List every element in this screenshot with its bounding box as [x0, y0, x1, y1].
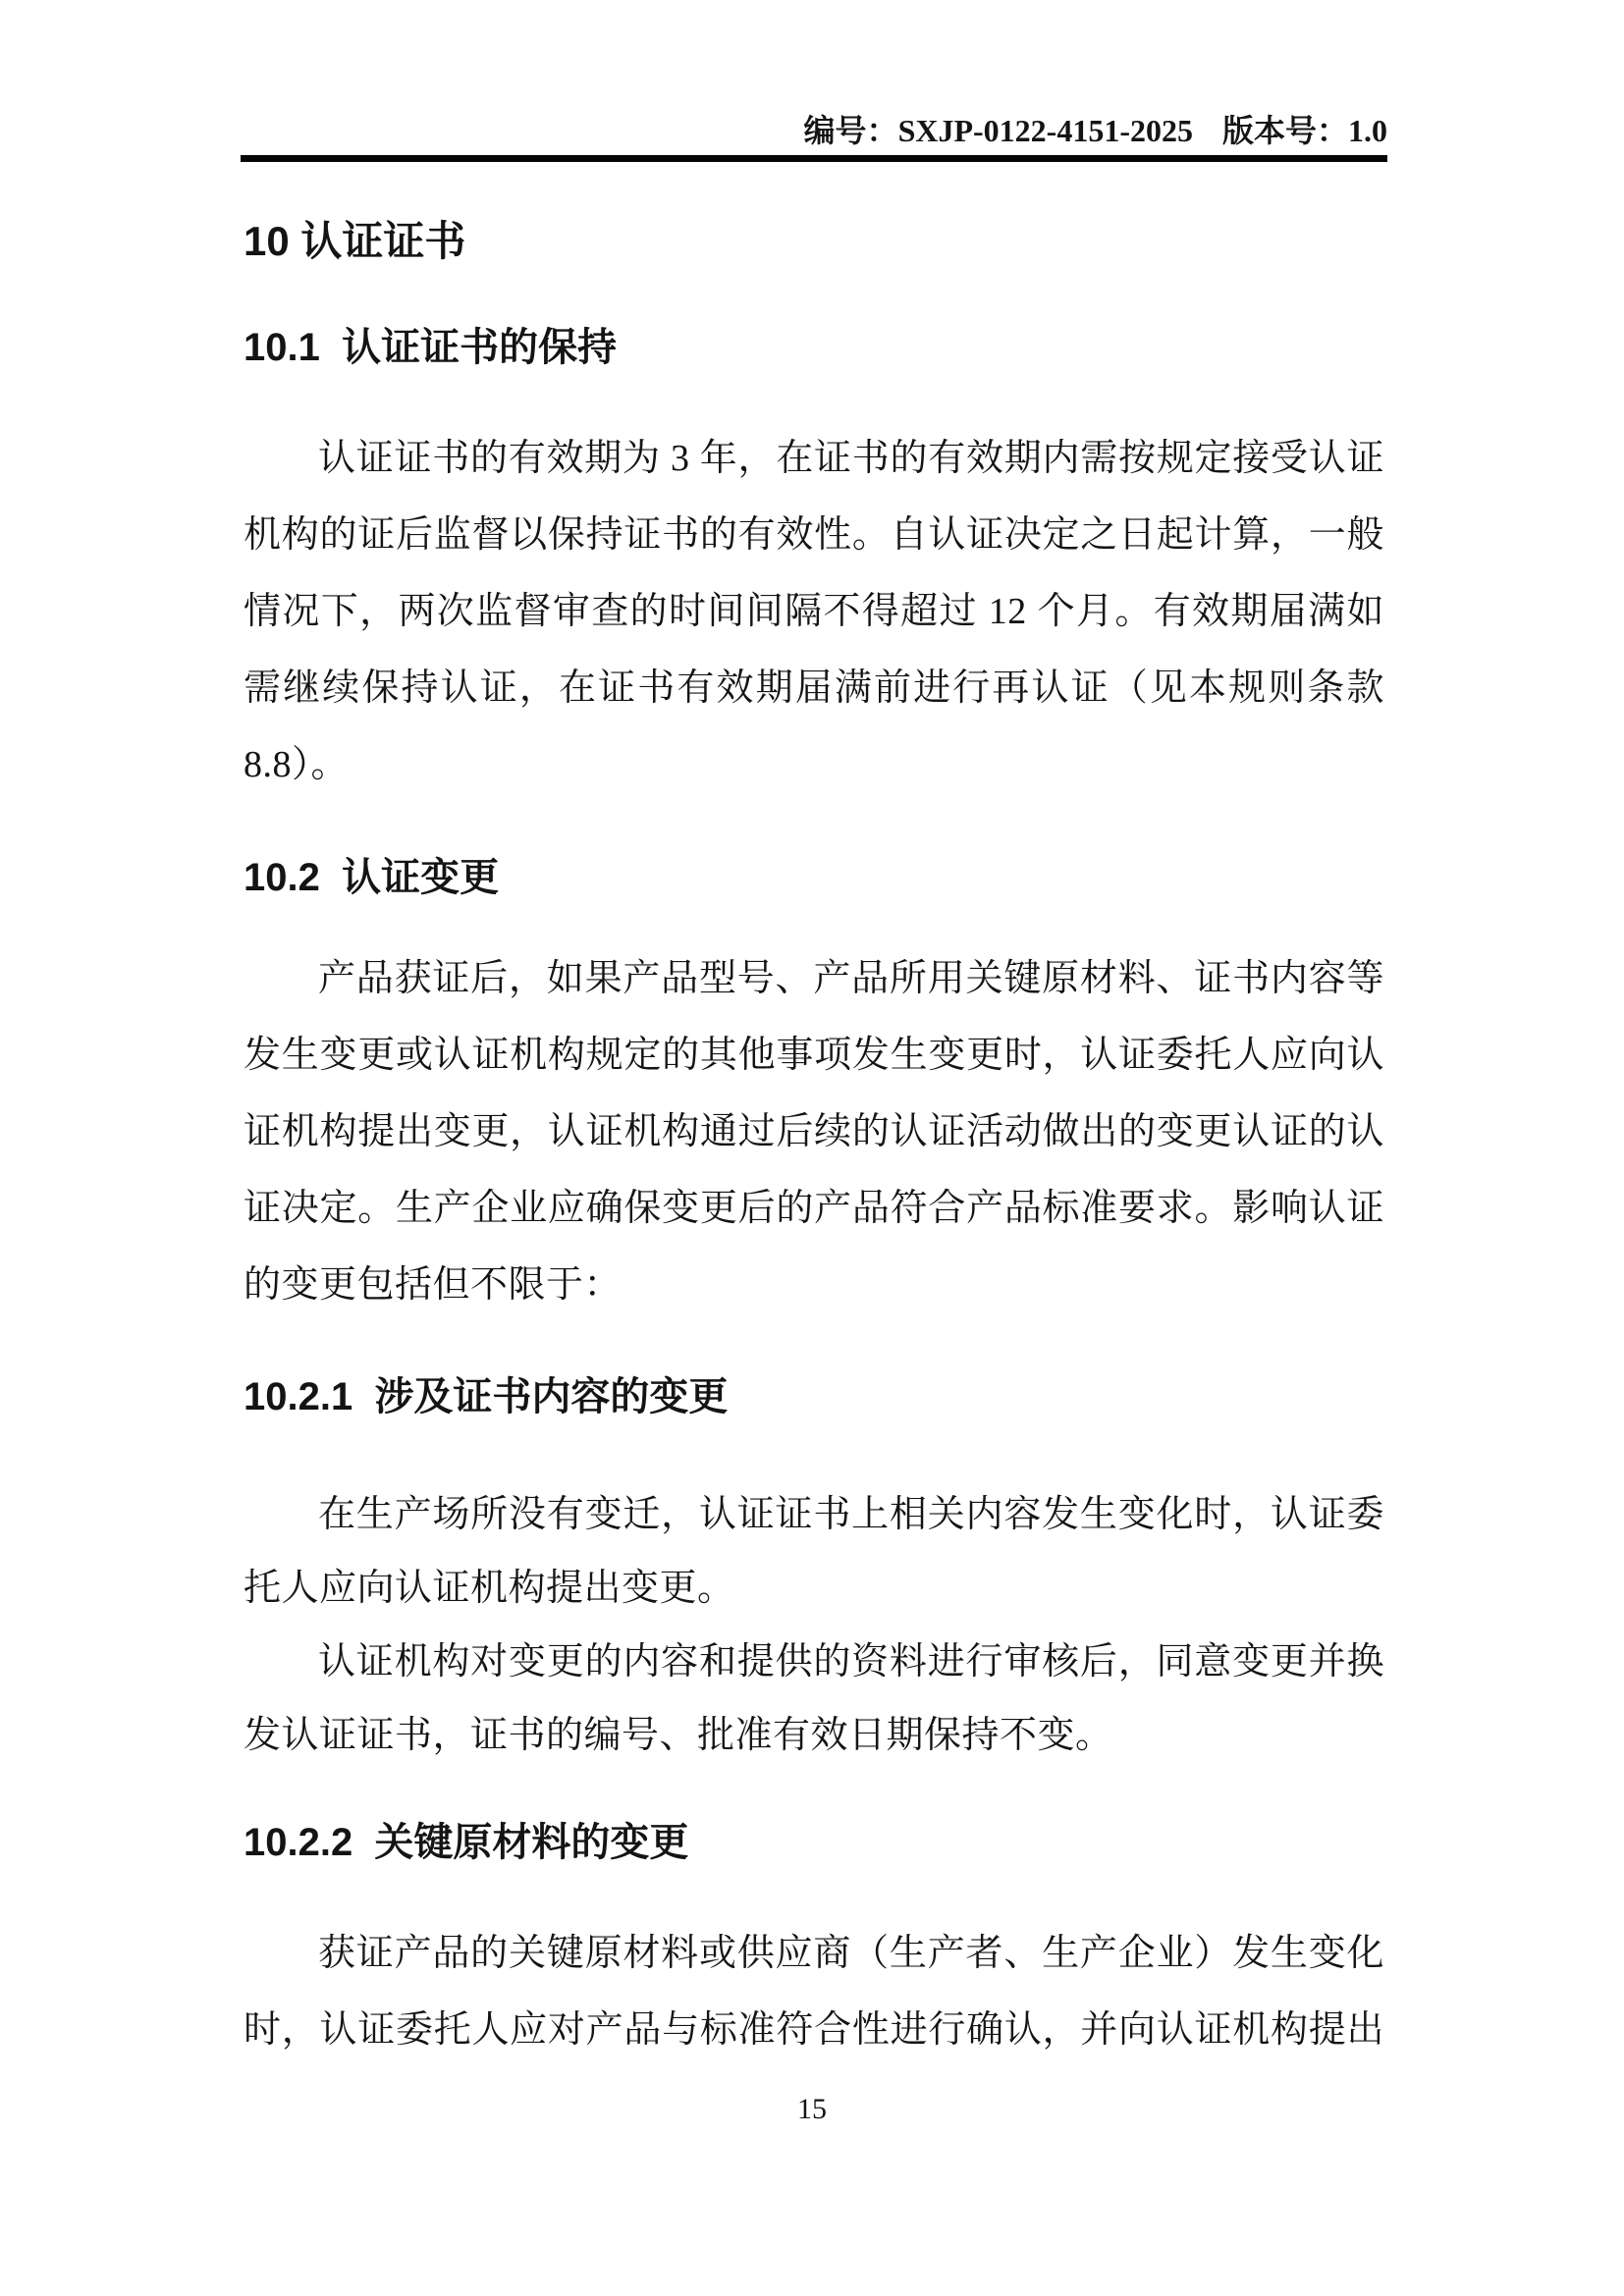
paragraph-line: 情况下，两次监督审查的时间间隔不得超过 12 个月。有效期届满如	[244, 591, 1384, 632]
section-10-1-paragraph	[244, 420, 1384, 803]
paragraph-line: 机构的证后监督以保持证书的有效性。自认证决定之日起计算，一般	[244, 514, 1384, 556]
paragraph-line: 的变更包括但不限于：	[244, 1264, 623, 1306]
paragraph-line: 在生产场所没有变迁，认证证书上相关内容发生变化时，认证委	[318, 1494, 1384, 1535]
paragraph-line: 托人应向认证机构提出变更。	[244, 1568, 735, 1609]
version-value: 1.0	[1348, 113, 1387, 148]
paragraph-line: 产品获证后，如果产品型号、产品所用关键原材料、证书内容等	[318, 958, 1384, 999]
paragraph-line: 获证产品的关键原材料或供应商（生产者、生产企业）发生变化	[318, 1933, 1384, 1974]
paragraph-line: 证决定。生产企业应确保变更后的产品符合产品标准要求。影响认证	[244, 1188, 1384, 1229]
section-10-1-heading: 10.1 认证证书的保持	[244, 326, 618, 369]
page-header	[241, 0, 1387, 147]
paragraph-line: 需继续保持认证，在证书有效期届满前进行再认证（见本规则条款	[244, 667, 1384, 709]
version-label: 版本号：	[1221, 113, 1348, 148]
section-10-2-2-paragraph	[244, 1915, 1384, 2068]
section-10-2-paragraph	[244, 940, 1384, 1323]
doc-number-value: SXJP-0122-4151-2025	[897, 113, 1193, 148]
section-10-2-heading: 10.2 认证变更	[244, 856, 500, 899]
paragraph-line: 时，认证委托人应对产品与标准符合性进行确认，并向认证机构提出	[244, 2009, 1384, 2051]
section-10-2-1-paragraph	[244, 1478, 1384, 1773]
section-10-2-1-heading: 10.2.1 涉及证书内容的变更	[244, 1375, 729, 1418]
paragraph-line: 证机构提出变更，认证机构通过后续的认证活动做出的变更认证的认	[244, 1111, 1384, 1152]
paragraph-line: 发生变更或认证机构规定的其他事项发生变更时，认证委托人应向认	[244, 1035, 1384, 1076]
paragraph-line: 8.8）。	[244, 744, 350, 785]
page-footer	[0, 2093, 1624, 2126]
doc-number-label: 编号：	[803, 113, 898, 148]
paragraph-line: 发认证证书，证书的编号、批准有效日期保持不变。	[244, 1715, 1113, 1756]
header-rule	[241, 155, 1387, 162]
chapter-10-title: 10 认证证书	[244, 218, 466, 264]
section-10-2-2-heading: 10.2.2 关键原材料的变更	[244, 1821, 689, 1864]
document-body	[244, 203, 1384, 2068]
page-number: 15	[797, 2093, 827, 2125]
paragraph-line: 认证证书的有效期为 3 年，在证书的有效期内需按规定接受认证	[318, 438, 1384, 479]
paragraph-line: 认证机构对变更的内容和提供的资料进行审核后，同意变更并换	[318, 1641, 1384, 1682]
